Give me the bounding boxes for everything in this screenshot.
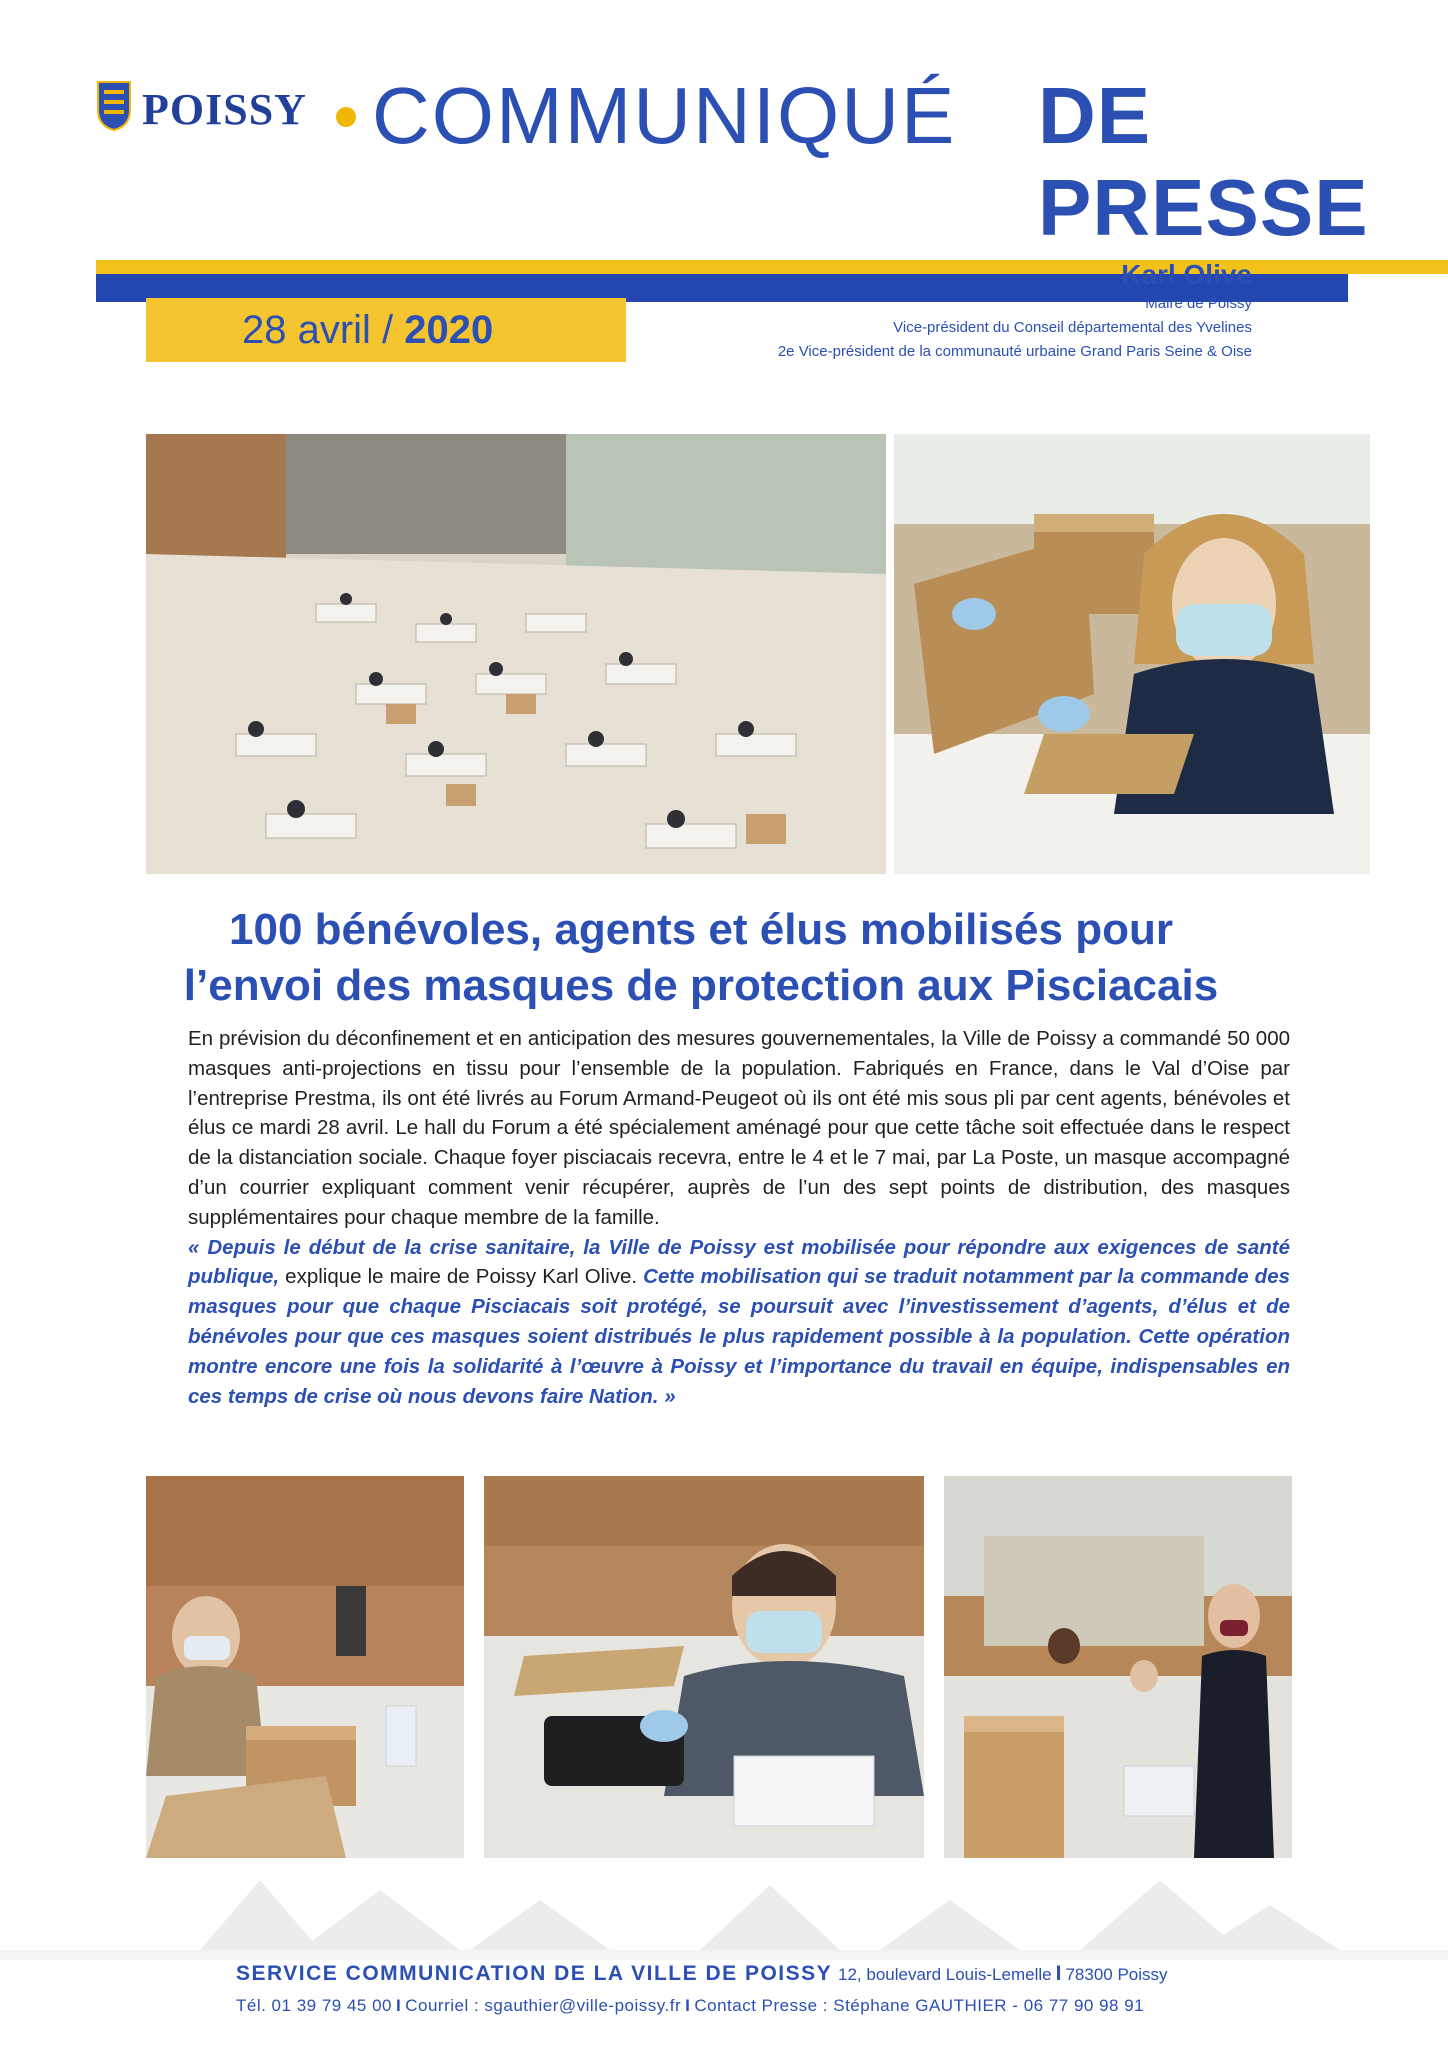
- footer-decoration: [0, 1880, 1448, 1960]
- article-body: [188, 1024, 1290, 1411]
- mayor-block: [778, 258, 1252, 364]
- photo-volunteer-envelope: [894, 434, 1370, 874]
- footer-postcode: 78300 Poissy: [1065, 1965, 1168, 1984]
- poissy-crest-icon: [96, 80, 132, 132]
- headline: [146, 902, 1256, 1014]
- headline-line-1: 100 bénévoles, agents et élus mobilisés pour: [229, 905, 1173, 954]
- quote-part-1: « Depuis le début de la crise sanitaire, la Ville de Poissy est mobilisée pour répondre aux exigences de santé publique,: [188, 1235, 1290, 1289]
- quote-part-2: Cette mobilisation qui se traduit notamment par la commande des masques pour que chaque Pisciacais soit protégé, se poursuit avec l’investissement d’agents, d’élus et de bénévoles pour que ces masques soient distribués le plus rapidement possible à la population. Cette opération montre encore une fois la solidarité à l’œuvre à Poissy et l’importance du travail en équipe, indispensables en ces temps de crise où nous devons faire Nation. »: [188, 1265, 1290, 1408]
- footer-service-name: SERVICE COMMUNICATION DE LA VILLE DE POISSY: [236, 1962, 833, 1985]
- footer-email: Courriel : sgauthier@ville-poissy.fr: [405, 1996, 682, 2015]
- page-header: [96, 70, 1369, 252]
- footer-contact-line: [236, 1996, 1144, 2016]
- logo-dot: [336, 107, 356, 127]
- date-text: 28 avril / 2020: [242, 308, 494, 352]
- footer-separator: I: [396, 1996, 402, 2015]
- article-quote: [188, 1233, 1290, 1412]
- photo-young-volunteer: [484, 1476, 924, 1858]
- footer-contact: Contact Presse : Stéphane GAUTHIER - 06 77 90 98 91: [694, 1996, 1145, 2015]
- photo-mayor-visit: [944, 1476, 1292, 1858]
- quote-attribution: explique le maire de Poissy Karl Olive.: [279, 1265, 644, 1289]
- logo-text: POISSY: [142, 85, 307, 134]
- mayor-title-2: Vice-président du Conseil départemental des Yvelines: [893, 319, 1252, 336]
- title-de-presse: DE PRESSE: [1038, 71, 1369, 252]
- mayor-title-1: Maire de Poissy: [1145, 295, 1252, 312]
- title-communique: COMMUNIQUÉ: [372, 71, 957, 160]
- mayor-title-3: 2e Vice-président de la communauté urbaine Grand Paris Seine & Oise: [777, 343, 1252, 360]
- footer-address: 12, boulevard Louis-Lemelle: [838, 1965, 1052, 1984]
- headline-line-2: l’envoi des masques de protection aux Pisciacais: [183, 961, 1219, 1010]
- footer-service-line: [236, 1962, 1168, 1986]
- article-paragraph: En prévision du déconfinement et en anticipation des mesures gouvernementales, la Ville de Poissy a commandé 50 000 masques anti-projections en tissu pour l’ensemble de la population. Fabriqués en France, dans le Val d’Oise par l’entreprise Prestma, ils ont été livrés au Forum Armand-Peugeot où ils ont été mis sous pli par cent agents, bénévoles et élus ce mardi 28 avril. Le hall du Forum a été spécialement aménagé pour que cette tâche soit effectuée dans le respect de la distanciation sociale. Chaque foyer pisciacais recevra, entre le 4 et le 7 mai, par La Poste, un masque accompagné d’un courrier expliquant comment venir récupérer, auprès de l’un des sept points de distribution, des masques supplémentaires pour chaque membre de la famille.: [188, 1027, 1290, 1229]
- footer-tel: Tél. 01 39 79 45 00: [236, 1996, 393, 2015]
- photo-volunteer-table: [146, 1476, 464, 1858]
- photo-forum-hall: [146, 434, 886, 874]
- date-box: [146, 298, 626, 362]
- mayor-name: Karl Olive: [1121, 259, 1252, 290]
- footer-separator: I: [685, 1996, 691, 2015]
- footer-separator: I: [1055, 1962, 1062, 1985]
